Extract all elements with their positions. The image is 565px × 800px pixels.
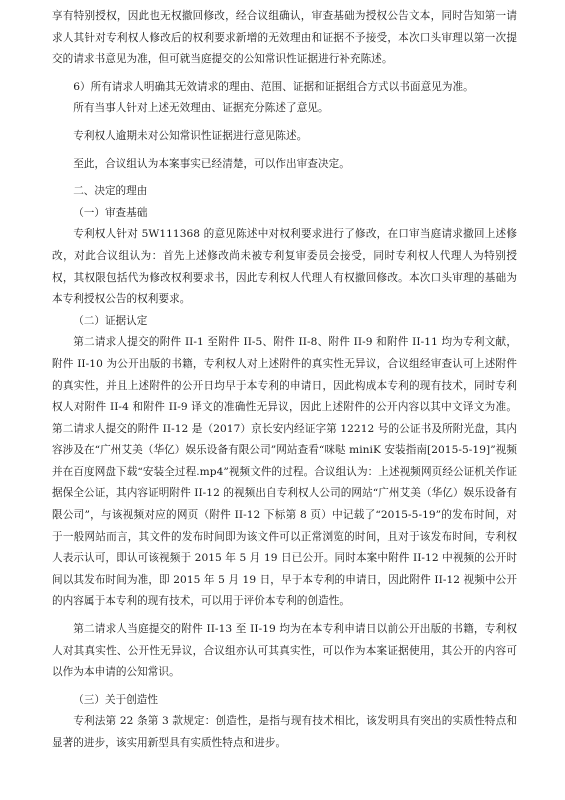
section-heading-reasons: 二、决定的理由 <box>73 185 148 198</box>
paragraph-evidence: 第二请求人提交的附件 II-1 至附件 II-5、附件 II-8、附件 II-9 和附件 II-11 均为专利文献，附件 II-10 为公开出版的书籍，专利权人对上述附件的真实性无异议，合议组经审查认可上述附件的真实性，并且上述附件的公开日均早于本专利的申请日，因此构成本专利的现有技术，同时专利权人对附件 II-4 和附件 II-9 译文的准确性无异议，因此上述附件的公开内容以其中文译文为准。第二请求人提交的附件 II-12 是（2017）京长安内经证字第 12212 号的公证书及所附光盘，其内容涉及在“广州艾美（华亿）娱乐设备有限公司”网站查看“咪哒 miniK 安装指南[2015-5-19]”视频并在百度网盘下载“安装全过程.mp4”视频文件的过程。合议组认为：上述视频网页经公证机关作证据保全公证，其内容证明附件 II-12 的视频出自专利权人公司的网站“广州艾美（华亿）娱乐设备有限公司”，与该视频对应的网页（附件 II-12 下标第 8 页）中记载了“2015-5-19”的发布时间，对于一般网站而言，其文件的发布时间即为该文件可以正常浏览的时间，且对于该发布时间，专利权人表示认可，即认可该视频于 2015 年 5 月 19 日已公开。同时本案中附件 II-12 中视频的公开时间以其发布时间为准，即 2015 年 5 月 19 日，早于本专利的申请日，因此附件 II-12 视频中公开的内容属于本专利的现有技术，可以用于评价本专利的创造性。 <box>52 336 517 608</box>
paragraph-overdue: 专利权人逾期未对公知常识性证据进行意见陈述。 <box>73 129 308 142</box>
paragraph-item-6: 6）所有请求人明确其无效请求的理由、范围、证据和证据组合方式以书面意见为准。 <box>73 80 474 93</box>
subsection-heading-evidence: （二）证据认定 <box>73 314 148 327</box>
paragraph-continuation: 享有特别授权，因此也无权撤回修改，经合议组确认，审查基础为授权公告文本，同时告知第一请求人其针对专利权人修改后的权利要求新增的无效理由和证据不予接受，本次口头审理以第一次提交的请求书意见为准，但可就当庭提交的公知常识性证据进行补充陈述。 <box>52 10 517 66</box>
subsection-heading-inventiveness: （三）关于创造性 <box>73 693 158 706</box>
paragraph-statement: 所有当事人针对上述无效理由、证据充分陈述了意见。 <box>73 102 329 115</box>
paragraph-basis: 专利权人针对 5W111368 的意见陈述中对权利要求进行了修改，在口审当庭请求撤回上述修改，对此合议组认为：首先上述修改尚未被专利复审委员会接受，同时专利权人代理人为特别授权，其权限包括代为修改权利要求书，因此专利权人代理人有权撤回修改。本次口头审理的基础为本专利授权公告的权利要求。 <box>52 228 517 306</box>
paragraph-evidence-books: 第二请求人当庭提交的附件 II-13 至 II-19 均为在本专利申请日以前公开出版的书籍，专利权人对其真实性、公开性无异议，合议组亦认可其真实性，可以作为本案证据使用，其公开的内容可以作为本申请的公知常识。 <box>52 623 517 679</box>
paragraph-inventiveness: 专利法第 22 条第 3 款规定：创造性，是指与现有技术相比，该发明具有突出的实质性特点和显著的进步，该实用新型具有实质性特点和进步。 <box>52 715 517 749</box>
subsection-heading-basis: （一）审查基础 <box>73 206 148 219</box>
paragraph-conclusion: 至此，合议组认为本案事实已经清楚，可以作出审查决定。 <box>73 157 350 170</box>
